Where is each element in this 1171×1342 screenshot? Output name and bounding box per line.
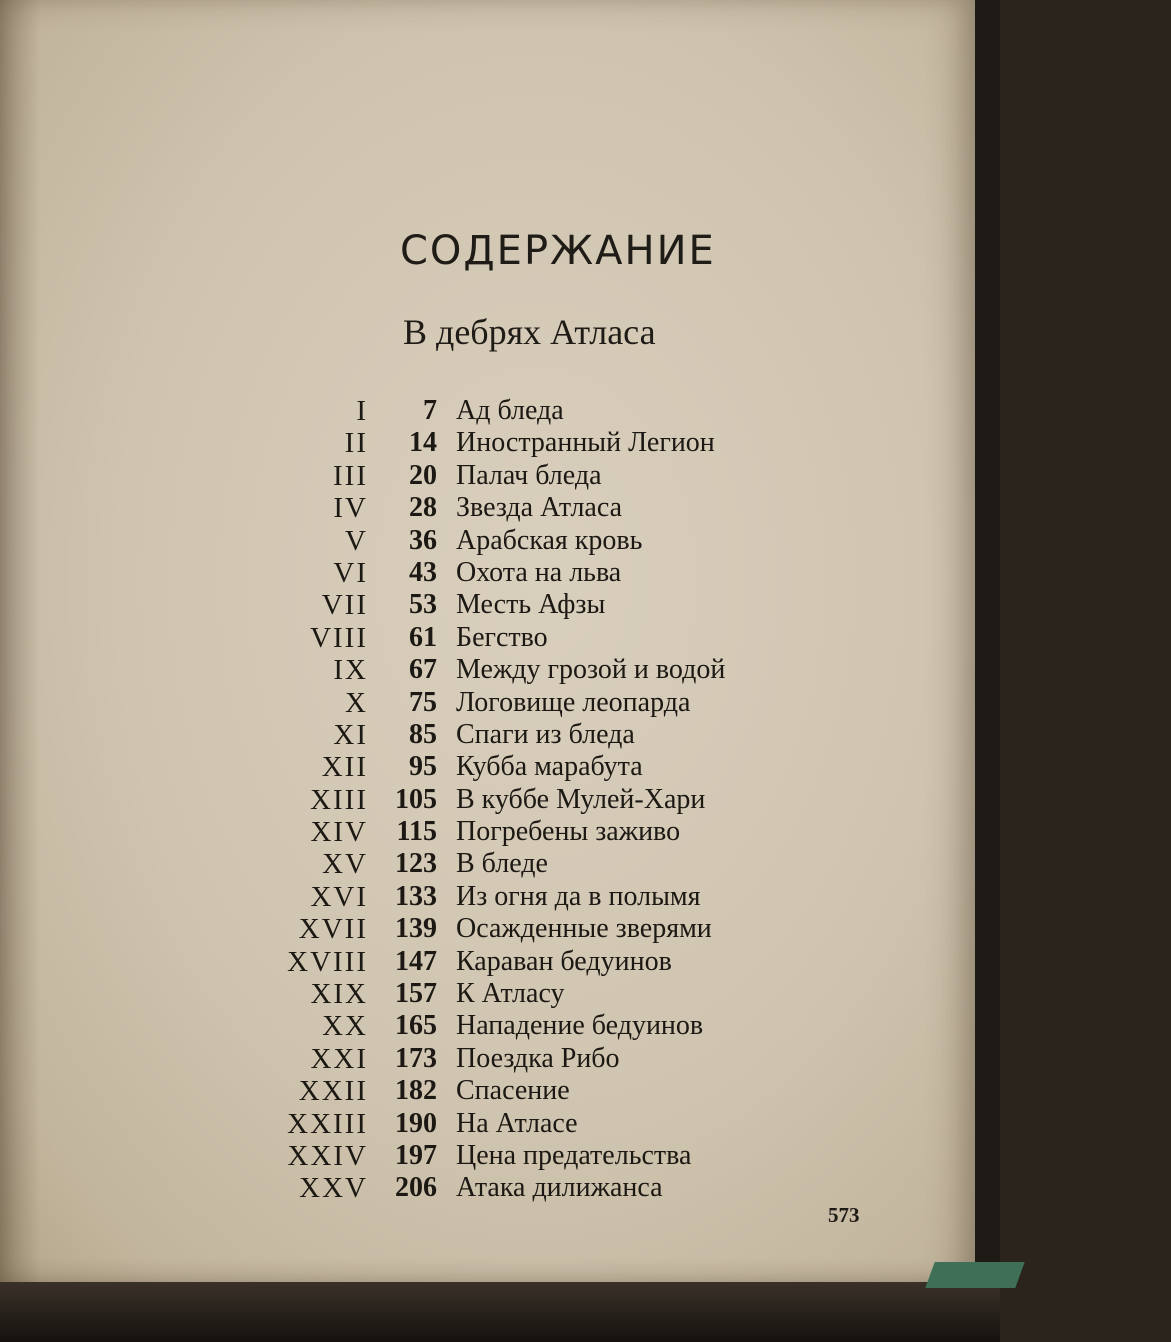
chapter-page: 165 (395, 1010, 437, 1042)
toc-entry (0, 622, 975, 654)
chapter-title: Поездка Рибо (456, 1042, 620, 1074)
chapter-number: XXIV (287, 1139, 368, 1172)
chapter-number: I (356, 395, 368, 427)
chapter-page: 105 (395, 783, 437, 815)
bleed-through-decoration: ​ (40, 1, 1171, 30)
toc-entry (0, 654, 975, 686)
toc-entry (0, 492, 975, 524)
chapter-number: III (333, 459, 368, 492)
chapter-title: Кубба марабута (456, 751, 643, 783)
chapter-number: XVI (310, 880, 368, 913)
book-cover-edge (925, 1262, 1024, 1288)
chapter-page: 7 (423, 395, 437, 426)
chapter-title: Между грозой и водой (456, 654, 726, 686)
chapter-number: XX (322, 1010, 368, 1043)
toc-entry (0, 427, 975, 459)
chapter-page: 115 (396, 816, 437, 848)
toc-entry (0, 978, 975, 1010)
chapter-page: 95 (409, 751, 437, 783)
toc-entry (0, 1075, 975, 1107)
chapter-number: VIII (310, 621, 368, 654)
chapter-number: IX (333, 654, 368, 687)
toc-entry (0, 848, 975, 880)
toc-entry (0, 557, 975, 589)
chapter-number: VI (333, 556, 368, 589)
chapter-title: Логовище леопарда (456, 686, 691, 718)
chapter-title: Палач бледа (456, 459, 602, 491)
chapter-page: 53 (409, 589, 437, 621)
chapter-title: Иностранный Легион (456, 427, 715, 459)
toc-entry (0, 1172, 975, 1204)
page-number: 573 (828, 1203, 860, 1227)
toc-entry (0, 719, 975, 751)
chapter-number: II (344, 427, 368, 460)
chapter-page: 182 (395, 1075, 437, 1107)
page-title: СОДЕРЖАНИЕ (400, 228, 716, 274)
chapter-number: XXV (299, 1172, 368, 1205)
chapter-number: XII (321, 751, 368, 784)
chapter-page: 139 (395, 913, 437, 945)
chapter-title: Осажденные зверями (456, 913, 712, 945)
chapter-page: 197 (395, 1139, 437, 1171)
toc-entry (0, 816, 975, 848)
chapter-title: Погребены заживо (456, 816, 681, 848)
chapter-title: Спасение (456, 1075, 570, 1107)
toc-entry (0, 687, 975, 719)
chapter-title: Цена предательства (456, 1139, 692, 1171)
table-shadow (0, 1282, 1000, 1342)
chapter-number: XXIII (287, 1107, 368, 1140)
toc-entry (0, 395, 975, 427)
chapter-number: V (345, 524, 368, 557)
chapter-page: 28 (409, 492, 437, 524)
chapter-number: XXI (310, 1042, 368, 1075)
toc-entry (0, 1108, 975, 1140)
chapter-page: 173 (395, 1042, 437, 1074)
chapter-title: Караван бедуинов (456, 945, 672, 977)
toc-entry (0, 946, 975, 978)
chapter-number: XXII (298, 1075, 368, 1108)
chapter-title: Месть Афзы (456, 589, 606, 621)
chapter-title: Звезда Атласа (456, 492, 623, 524)
toc-entry (0, 460, 975, 492)
chapter-page: 157 (395, 978, 437, 1010)
chapter-title: Арабская кровь (456, 524, 643, 556)
chapter-page: 206 (395, 1172, 437, 1204)
chapter-number: XI (333, 718, 368, 751)
chapter-title: Ад бледа (456, 395, 564, 426)
chapter-title: На Атласе (456, 1107, 578, 1139)
chapter-title: Охота на льва (456, 556, 622, 588)
toc-entry (0, 913, 975, 945)
chapter-page: 20 (409, 459, 437, 491)
toc-entry (0, 784, 975, 816)
toc-entry (0, 1043, 975, 1075)
chapter-page: 75 (409, 686, 437, 718)
chapter-title: В бледе (456, 848, 548, 880)
toc-entry (0, 751, 975, 783)
chapter-number: XV (322, 848, 368, 881)
chapter-title: Атака дилижанса (456, 1172, 663, 1204)
toc-entry (0, 1140, 975, 1172)
chapter-title: Бегство (456, 621, 548, 653)
chapter-number: XIV (310, 816, 368, 849)
chapter-page: 123 (395, 848, 437, 880)
chapter-number: VII (321, 589, 368, 622)
part-title: В дебрях Атласа (403, 312, 656, 352)
chapter-title: В куббе Мулей-Хари (456, 783, 706, 815)
chapter-title: К Атласу (456, 978, 565, 1010)
chapter-number: XVII (298, 913, 368, 946)
toc-entry (0, 589, 975, 621)
chapter-page: 85 (409, 718, 437, 750)
chapter-page: 147 (395, 945, 437, 977)
toc-entry (0, 881, 975, 913)
chapter-number: IV (333, 492, 368, 525)
chapter-page: 36 (409, 524, 437, 556)
chapter-title: Нападение бедуинов (456, 1010, 704, 1042)
chapter-number: XIII (310, 783, 368, 816)
chapter-page: 133 (395, 880, 437, 912)
toc-entry (0, 525, 975, 557)
toc-entry (0, 1010, 975, 1042)
table-of-contents (0, 395, 975, 1205)
chapter-title: Из огня да в полымя (456, 880, 701, 912)
chapter-number: XVIII (287, 945, 368, 978)
chapter-page: 61 (409, 621, 437, 653)
chapter-page: 190 (395, 1107, 437, 1139)
chapter-number: XIX (310, 978, 368, 1011)
chapter-page: 14 (409, 427, 437, 459)
chapter-page: 43 (409, 556, 437, 588)
chapter-title: Спаги из бледа (456, 718, 635, 750)
chapter-page: 67 (409, 654, 437, 686)
chapter-number: X (345, 686, 368, 719)
